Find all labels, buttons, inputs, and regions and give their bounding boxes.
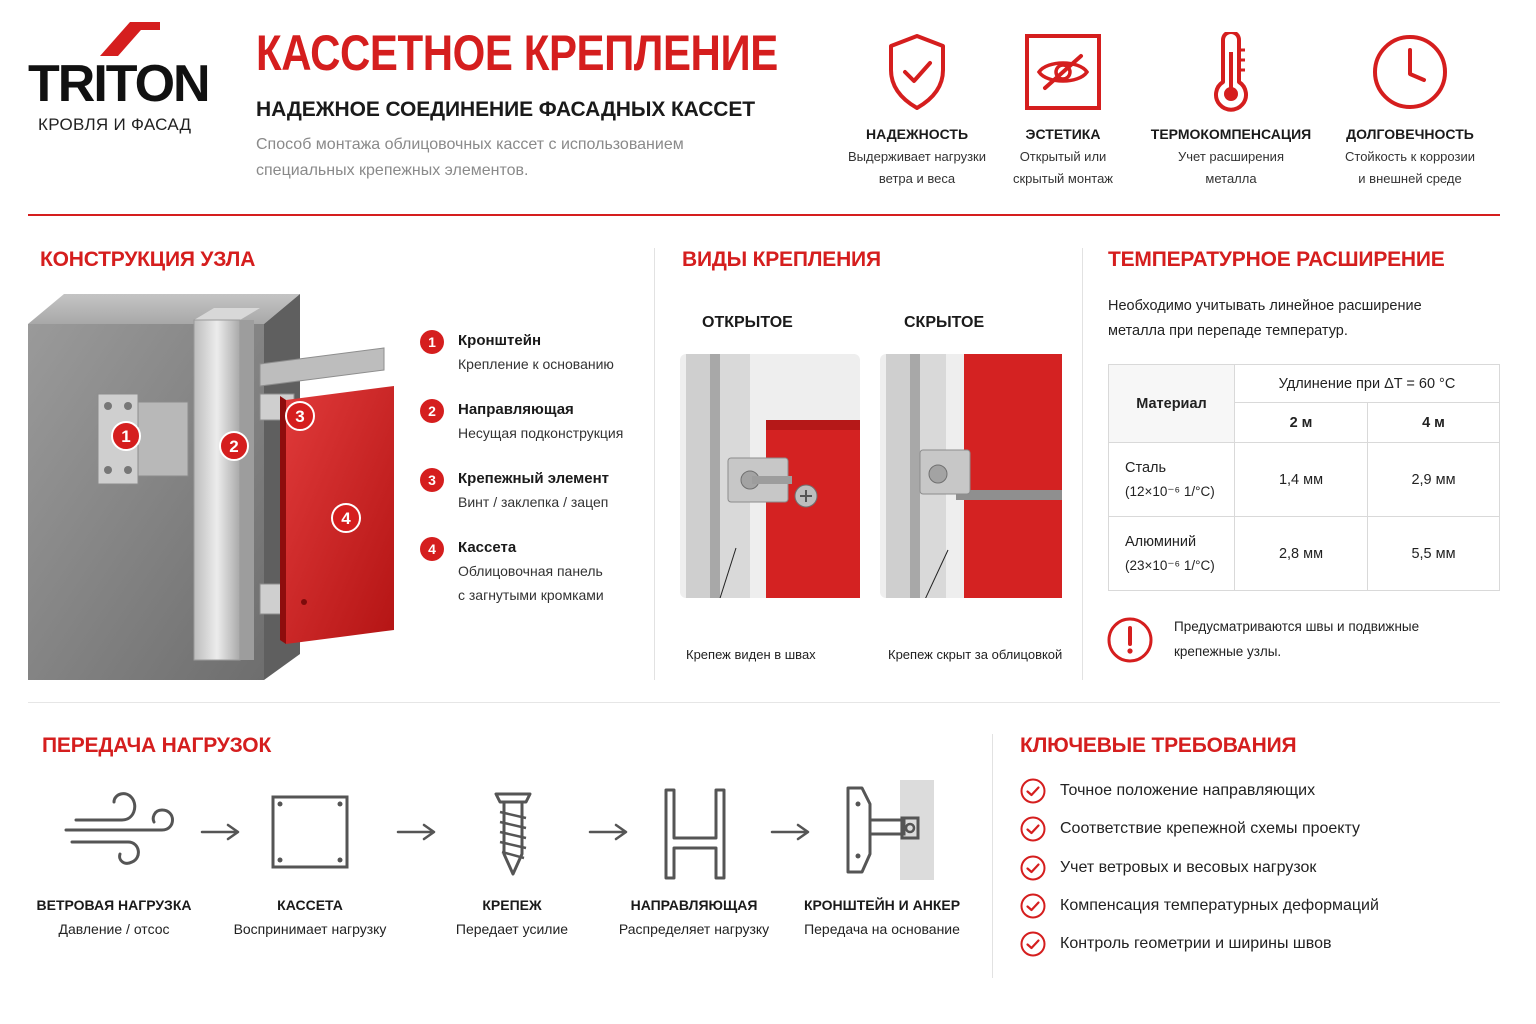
cassette-icon — [270, 794, 350, 870]
table-row — [1109, 443, 1500, 517]
load-step-title: ВЕТРОВАЯ НАГРУЗКА — [36, 897, 192, 913]
legend-desc-line2: с загнутыми кромками — [458, 587, 604, 603]
logo-subtext: КРОВЛЯ И ФАСАД — [38, 115, 192, 134]
logo-roof-icon — [90, 18, 170, 58]
feature-desc-line1: Выдерживает нагрузки ветра и веса — [847, 149, 987, 186]
open-fastening-label: ОТКРЫТОЕ — [702, 314, 793, 331]
feature-title: ДОЛГОВЕЧНОСТЬ — [1346, 126, 1474, 142]
table-header-4m: 4 м — [1368, 403, 1500, 443]
eye-off-icon — [1023, 32, 1103, 112]
section-divider — [28, 702, 1500, 703]
load-step-wind — [14, 897, 214, 937]
open-fastening-caption: Крепеж виден в швах — [686, 647, 816, 662]
table-header-group: Удлинение при ΔT = 60 °C — [1235, 365, 1500, 403]
legend-title: Кассета — [458, 539, 517, 556]
svg-text:2: 2 — [229, 437, 239, 456]
screw-icon — [492, 788, 534, 878]
table-header-2m: 2 м — [1235, 403, 1368, 443]
section-title-construction: КОНСТРУКЦИЯ УЗЛА — [40, 248, 256, 271]
page-title: КАССЕТНОЕ КРЕПЛЕНИЕ — [256, 25, 778, 81]
section-title-load-transfer: ПЕРЕДАЧА НАГРУЗОК — [42, 734, 272, 757]
table-cell-material: Сталь (12×10⁻⁶ 1/°C) — [1109, 443, 1235, 517]
thermal-expansion-table — [1108, 364, 1500, 591]
feature-durability — [1325, 32, 1495, 190]
column-divider — [1082, 248, 1083, 680]
feature-desc: Открытый или скрытый монтаж — [1012, 149, 1113, 186]
check-circle-icon — [1020, 816, 1046, 842]
load-step-desc: Распределяет нагрузку — [618, 921, 770, 937]
shield-check-icon — [885, 32, 949, 112]
warning-icon — [1106, 616, 1154, 664]
feature-title: ТЕРМОКОМПЕНСАЦИЯ — [1150, 126, 1312, 142]
table-header-material: Материал — [1109, 365, 1235, 443]
feature-thermal — [1146, 32, 1316, 190]
table-cell: 2,9 мм — [1368, 443, 1500, 517]
thermal-description: Необходимо учитывать линейное расширение металла при перепаде температур. — [1108, 298, 1422, 339]
table-cell-material: Алюминий (23×10⁻⁶ 1/°C) — [1109, 517, 1235, 591]
load-step-desc: Воспринимает нагрузку — [233, 921, 387, 937]
header-divider — [28, 214, 1500, 216]
open-fastening-illustration — [680, 354, 860, 598]
load-step-title: КРОНШТЕЙН И АНКЕР — [803, 897, 961, 913]
requirement-text: Точное положение направляющих — [1060, 782, 1316, 799]
load-step-title: КАССЕТА — [277, 897, 343, 913]
legend-title: Направляющая — [458, 401, 574, 418]
hidden-fastening-caption: Крепеж скрыт за облицовкой — [888, 647, 1063, 662]
check-circle-icon — [1020, 893, 1046, 919]
requirement-text: Учет ветровых и весовых нагрузок — [1060, 859, 1317, 876]
legend-badge: 2 — [420, 399, 444, 423]
arrow-right-icon — [396, 822, 438, 842]
legend-desc: Облицовочная панель — [458, 563, 603, 579]
legend-desc: Несущая подконструкция — [458, 425, 624, 441]
requirement-text: Компенсация температурных деформаций — [1060, 897, 1379, 914]
legend-badge: 1 — [420, 330, 444, 354]
check-circle-icon — [1020, 931, 1046, 957]
check-circle-icon — [1020, 855, 1046, 881]
thermal-note: Предусматриваются швы и подвижные крепежные узлы. — [1174, 619, 1420, 659]
clock-icon — [1370, 32, 1450, 112]
feature-aesthetics — [978, 32, 1148, 190]
load-step-desc: Передача на основание — [804, 921, 960, 937]
svg-text:4: 4 — [341, 509, 351, 528]
section-title-fastening-types: ВИДЫ КРЕПЛЕНИЯ — [682, 248, 881, 271]
arrow-right-icon — [770, 822, 812, 842]
thermometer-icon — [1201, 32, 1261, 112]
load-step-title: КРЕПЕЖ — [482, 897, 542, 913]
svg-text:3: 3 — [295, 407, 305, 426]
table-cell: 5,5 мм — [1368, 517, 1500, 591]
page-description: Способ монтажа облицовочных кассет с использованием специальных крепежных элементов. — [256, 136, 684, 179]
legend-title: Крепежный элемент — [458, 470, 609, 487]
legend-badge: 3 — [420, 468, 444, 492]
check-circle-icon — [1020, 778, 1046, 804]
load-step-title: НАПРАВЛЯЮЩАЯ — [630, 897, 758, 913]
node-assembly-illustration — [24, 284, 414, 684]
feature-reliability — [832, 32, 1002, 190]
feature-desc: Стойкость к коррозии и внешней среде — [1345, 149, 1475, 186]
legend-desc: Винт / заклепка / зацеп — [458, 494, 609, 510]
table-cell: 1,4 мм — [1235, 443, 1368, 517]
logo-text: TRITON — [28, 55, 209, 113]
load-step-desc: Передает усилие — [455, 921, 569, 937]
load-step-bracket — [782, 897, 982, 937]
column-divider — [654, 248, 655, 680]
feature-title: ЭСТЕТИКА — [1025, 126, 1101, 142]
requirement-text: Контроль геометрии и ширины швов — [1060, 935, 1332, 952]
section-title-requirements: КЛЮЧЕВЫЕ ТРЕБОВАНИЯ — [1020, 734, 1297, 757]
hidden-fastening-label: СКРЫТОЕ — [904, 314, 985, 331]
legend-title: Кронштейн — [458, 332, 542, 349]
table-cell: 2,8 мм — [1235, 517, 1368, 591]
load-step-cassette — [210, 897, 410, 937]
svg-text:1: 1 — [121, 427, 131, 446]
bracket-anchor-icon — [842, 780, 934, 880]
arrow-right-icon — [200, 822, 242, 842]
feature-title: НАДЕЖНОСТЬ — [865, 126, 969, 142]
table-row — [1109, 517, 1500, 591]
hidden-fastening-illustration — [880, 354, 1062, 598]
legend-desc: Крепление к основанию — [458, 356, 614, 372]
feature-desc: Учет расширения металла — [1178, 149, 1284, 186]
logo — [28, 18, 208, 138]
guide-profile-icon — [662, 786, 728, 882]
column-divider — [992, 734, 993, 978]
wind-icon — [62, 788, 180, 878]
section-title-thermal: ТЕМПЕРАТУРНОЕ РАСШИРЕНИЕ — [1108, 248, 1445, 271]
load-step-guide — [594, 897, 794, 937]
legend-badge: 4 — [420, 537, 444, 561]
page-subtitle: НАДЕЖНОЕ СОЕДИНЕНИЕ ФАСАДНЫХ КАССЕТ — [256, 98, 755, 121]
arrow-right-icon — [588, 822, 630, 842]
load-step-fastener — [412, 897, 612, 937]
load-step-desc: Давление / отсос — [58, 921, 170, 937]
requirement-text: Соответствие крепежной схемы проекту — [1060, 820, 1360, 837]
